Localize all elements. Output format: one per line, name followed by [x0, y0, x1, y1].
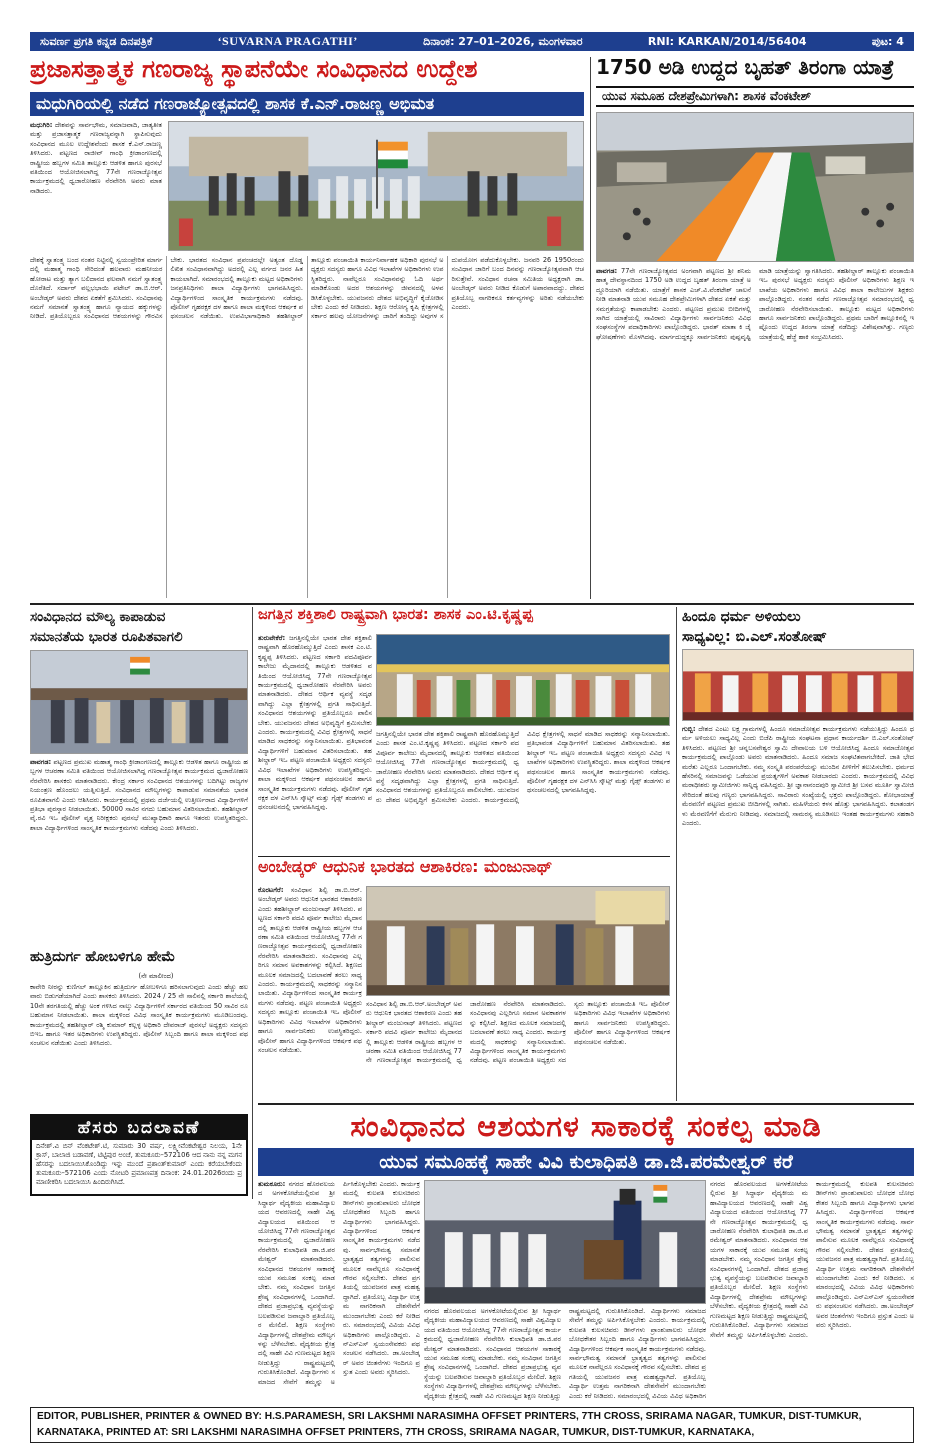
story7-body: ಕಾವೇರಿ ನೀರನ್ನು ಕುಣಿಗಲ್ ತಾಲ್ಲೂಕಿನ ಹುತ್ರಿದುರ್ಗ ಹೋಬಳಿಗೂ ಹರಿಸಲಾಗುವುದು ಎಂದು ಹೆಚ್ಚು ಹಲವಾರು ಬಿಡುಗಡೆಯಾಗಿದೆ ಎಂದು ಶಾಸಕರು ತಿಳಿಸಿದರು. 2024 / 25 ನೇ ಸಾಲಿನಲ್ಲಿ ಸರ್ಕಾರಿ ಶಾಲೆಯಲ್ಲಿ 10ನೇ ತರಗತಿಯಲ್ಲಿ ಹೆಚ್ಚು ಅಂಕ ಗಳಿಸಿದ ನಾಲ್ಕು ವಿದ್ಯಾರ್ಥಿಗಳಿಗೆ ಸರ್ಕಾರದ ವತಿಯಿಂದ 50 ಸಾವಿರ ರೂ ಬಹುಮಾನ ನೀಡಲಾಯಿತು. ಶಾಲಾ ಮಕ್ಕಳಿಂದ ವಿವಿಧ ಸಾಂಸ್ಕೃತಿಕ ಕಾರ್ಯಕ್ರಮಗಳು ಮೂಡಿಬಂದವು. ಕಾರ್ಯಕ್ರಮದಲ್ಲಿ ತಹಶೀಲ್ದಾರ್ ರಶ್ಮಿ ಕುಮಾರ್ ಕಲ್ಲಳ್ಳ ಅಧಿಕಾರಿ ದೇವರಾಜ್ ಪುರಸಭೆ ಅಧ್ಯಕ್ಷರು ಸದಸ್ಯರು ಬಿಇಒ ಹಾಗೂ ಇತರ ಅಧಿಕಾರಿಗಳು ಉಪಸ್ಥಿತರಿದ್ದರು. ಪೊಲೀಸ್ ಸಿಬ್ಬಂದಿ ಹಾಗೂ ಶಾಲಾ ಮಕ್ಕಳಿಂದ ಪಥಸಂಚಲನ ನಡೆಯಿತು ಎಂದು ತಿಳಿಸಿದರು.	[30, 983, 248, 1048]
story4-body-left	[258, 634, 372, 852]
story4-photo	[376, 634, 670, 726]
notice-title: ಹೆಸರು ಬದಲಾವಣೆ	[32, 1116, 246, 1140]
imprint-footer: EDITOR, PUBLISHER, PRINTER & OWNED BY: H.S.PARAMESH, SRI LAKSHMI NARASIMHA OFFSET PRINTERS, 7TH CROSS, SRIRAMA NAGAR, TUMKUR, DIST-TUMKUR, KARNATAKA, PRINTED AT: SRI LAKSHMI NARASIMHA OFFSET PRINTERS, 7TH CROSS, SRIRAMA NAGAR, TUMKUR, DIST-TUMKUR, KARNATAKA,	[30, 1407, 914, 1443]
story2-body	[596, 267, 914, 599]
story6-body-left	[258, 886, 362, 1100]
story1-lead-text: ದೇಶವನ್ನು ಸಾರ್ವಭೌಮ, ಸಮಾಜವಾದಿ, ಜಾತ್ಯತೀತ ಮತ್ತು ಪ್ರಜಾಸತ್ತಾತ್ಮಕ ಗಣರಾಜ್ಯವನ್ನಾಗಿ ಸ್ಥಾಪಿಸುವುದು ಸಂವಿಧಾನದ ಮೂಲ ಉದ್ದೇಶವೆಂದು ಶಾಸಕ ಕೆ.ಎನ್.ರಾಜಣ್ಣ ತಿಳಿಸಿದರು. ಪಟ್ಟಣದ ರಾಜೀವ್ ಗಾಂಧಿ ಕ್ರೀಡಾಂಗಣದಲ್ಲಿ ರಾಷ್ಟ್ರೀಯ ಹಬ್ಬಗಳ ಸಮಿತಿ ತಾಲ್ಲೂಕು ಆಡಳಿತ ಹಾಗೂ ಪುರಸಭೆ ವತಿಯಿಂದ ಆಯೋಜಿಸಲಾಗಿದ್ದ 77ನೇ ಗಣರಾಜ್ಯೋತ್ಸವ ಕಾರ್ಯಕ್ರಮದಲ್ಲಿ ಧ್ವಜಾರೋಹಣ ನೆರವೇರಿಸಿ ಅವರು ಮಾತನಾಡಿದರು.	[30, 121, 162, 195]
masthead-date: ದಿನಾಂಕ: 27–01–2026, ಮಂಗಳವಾರ	[423, 34, 583, 48]
story5-headline-line1: ಹಿಂದೂ ಧರ್ಮ ಅಳಿಯಲು	[682, 609, 801, 625]
story8-body-left	[258, 1180, 420, 1402]
masthead-english-name: ‘SUVARNA PRAGATHI’	[217, 34, 358, 48]
story4-body-right: ಜಗತ್ತಿನಲ್ಲಿಯೇ ಭಾರತ ದೇಶ ಶಕ್ತಿಶಾಲಿ ರಾಷ್ಟ್ರವಾಗಿ ಹೊರಹೊಮ್ಮುತ್ತಿದೆ ಎಂದು ಶಾಸಕ ಎಂ.ಟಿ.ಕೃಷ್ಣಪ್ಪ ತಿಳಿಸಿದರು. ಪಟ್ಟಣದ ಸರ್ಕಾರಿ ಪದವಿಪೂರ್ವ ಕಾಲೇಜು ಮೈದಾನದಲ್ಲಿ ತಾಲ್ಲೂಕು ಆಡಳಿತದ ವತಿಯಿಂದ ಆಯೋಜಿಸಿದ್ದ 77ನೇ ಗಣರಾಜ್ಯೋತ್ಸವ ಕಾರ್ಯಕ್ರಮದಲ್ಲಿ ಧ್ವಜಾರೋಹಣ ನೆರವೇರಿಸಿ ಅವರು ಮಾತನಾಡಿದರು. ದೇಶದ ಆರ್ಥಿಕ ವ್ಯವಸ್ಥೆ ಸದೃಢವಾಗಿದ್ದು ಎಲ್ಲಾ ಕ್ಷೇತ್ರಗಳಲ್ಲಿ ಪ್ರಗತಿ ಸಾಧಿಸುತ್ತಿದೆ. ಸಂವಿಧಾನದ ಆಶಯಗಳನ್ನು ಪ್ರತಿಯೊಬ್ಬರೂ ಪಾಲಿಸಬೇಕು. ಯುವಜನರು ದೇಶದ ಅಭಿವೃದ್ಧಿಗೆ ಶ್ರಮಿಸಬೇಕು ಎಂದರು. ಕಾರ್ಯಕ್ರಮದಲ್ಲಿ ವಿವಿಧ ಕ್ಷೇತ್ರಗಳಲ್ಲಿ ಸಾಧನೆ ಮಾಡಿದ ಸಾಧಕರನ್ನು ಸನ್ಮಾನಿಸಲಾಯಿತು. ಪ್ರತಿಭಾವಂತ ವಿದ್ಯಾರ್ಥಿಗಳಿಗೆ ಬಹುಮಾನ ವಿತರಿಸಲಾಯಿತು. ತಹಶೀಲ್ದಾರ್ ಇಒ ಪಟ್ಟಣ ಪಂಚಾಯಿತಿ ಅಧ್ಯಕ್ಷರು ಸದಸ್ಯರು ವಿವಿಧ ಇಲಾಖೆಗಳ ಅಧಿಕಾರಿಗಳು ಉಪಸ್ಥಿತರಿದ್ದರು. ಶಾಲಾ ಮಕ್ಕಳಿಂದ ಆಕರ್ಷಕ ಪಥಸಂಚಲನ ಹಾಗೂ ಸಾಂಸ್ಕೃತಿಕ ಕಾರ್ಯಕ್ರಮಗಳು ನಡೆದವು. ಪೊಲೀಸ್ ಗೃಹರಕ್ಷಕ ದಳ ಎನ್‌ಸಿಸಿ ಸ್ಕೌಟ್ಸ್ ಮತ್ತು ಗೈಡ್ಸ್ ತಂಡಗಳು ಪಥಸಂಚಲನದಲ್ಲಿ ಭಾಗವಹಿಸಿದ್ದವು.	[376, 730, 670, 804]
story8-dateline: ತುಮಕೂರು:	[258, 1180, 286, 1188]
story1-photo	[168, 121, 584, 251]
story8-subhead: ಯುವ ಸಮೂಹಕ್ಕೆ ಸಾಹೇ ವಿವಿ ಕುಲಾಧಿಪತಿ ಡಾ.ಜಿ.ಪರಮೇಶ್ವರ್ ಕರೆ	[258, 1148, 914, 1176]
masthead-rni: RNI: KARKAN/2014/56404	[647, 35, 807, 48]
story3-headline	[30, 607, 248, 647]
story5-headline	[682, 607, 914, 647]
section-divider	[258, 1103, 914, 1105]
story5-dateline: ಗುಬ್ಬಿ:	[682, 725, 696, 733]
story1-headline: ಪ್ರಜಾಸತ್ತಾತ್ಮಕ ಗಣರಾಜ್ಯ ಸ್ಥಾಪನೆಯೇ ಸಂವಿಧಾನದ ಉದ್ದೇಶ	[30, 57, 478, 83]
story2-body-text: 77ನೇ ಗಣರಾಜ್ಯೋತ್ಸವದ ಅಂಗವಾಗಿ ಪಟ್ಟಣದ ಶ್ರೀ ಶನಿಮಹಾತ್ಮ ದೇವಸ್ಥಾನದಿಂದ 1750 ಅಡಿ ಉದ್ದದ ಬೃಹತ್ ತಿರಂಗಾ ಯಾತ್ರೆ ಅದ್ದೂರಿಯಾಗಿ ನಡೆಯಿತು. ಯಾತ್ರೆಗೆ ಶಾಸಕ ಎಚ್.ವಿ.ವೆಂಕಟೇಶ್ ಚಾಲನೆ ನೀಡಿ ಮಾತನಾಡಿ ಯುವ ಸಮೂಹ ದೇಶಪ್ರೇಮಿಗಳಾಗಿ ದೇಶದ ಏಕತೆ ಮತ್ತು ಸಮಗ್ರತೆಯನ್ನು ಕಾಪಾಡಬೇಕು ಎಂದರು. ಪಟ್ಟಣದ ಪ್ರಮುಖ ಬೀದಿಗಳಲ್ಲಿ ಸಾಗಿದ ಯಾತ್ರೆಯಲ್ಲಿ ಸಾವಿರಾರು ವಿದ್ಯಾರ್ಥಿಗಳು ಸಾರ್ವಜನಿಕರು ವಿವಿಧ ಸಂಘಸಂಸ್ಥೆಗಳ ಪದಾಧಿಕಾರಿಗಳು ಪಾಲ್ಗೊಂಡಿದ್ದರು. ಭಾರತ್ ಮಾತಾ ಕಿ ಜೈ ಘೋಷಣೆಗಳು ಮೊಳಗಿದವು. ಮಾರ್ಗದುದ್ದಕ್ಕೂ ಸಾರ್ವಜನಿಕರು ಪುಷ್ಪವೃಷ್ಟಿ ಮಾಡಿ ಯಾತ್ರೆಯನ್ನು ಸ್ವಾಗತಿಸಿದರು. ತಹಶೀಲ್ದಾರ್ ತಾಲ್ಲೂಕು ಪಂಚಾಯಿತಿ ಇಒ ಪುರಸಭೆ ಅಧ್ಯಕ್ಷರು ಸದಸ್ಯರು ಪೊಲೀಸ್ ಅಧಿಕಾರಿಗಳು ಶಿಕ್ಷಣ ಇಲಾಖೆಯ ಅಧಿಕಾರಿಗಳು ಹಾಗೂ ವಿವಿಧ ಶಾಲಾ ಕಾಲೇಜುಗಳ ಶಿಕ್ಷಕರು ಪಾಲ್ಗೊಂಡಿದ್ದರು. ನಂತರ ನಡೆದ ಗಣರಾಜ್ಯೋತ್ಸವ ಸಮಾರಂಭದಲ್ಲಿ ಧ್ವಜಾರೋಹಣ ನೆರವೇರಿಸಲಾಯಿತು. ತಾಲ್ಲೂಕು ಮಟ್ಟದ ಅಧಿಕಾರಿಗಳು ಹಾಗೂ ಸಾರ್ವಜನಿಕರು ಪಾಲ್ಗೊಂಡಿದ್ದರು. ಪ್ರಥಮ ಬಾರಿಗೆ ತಾಲ್ಲೂಕಿನಲ್ಲಿ ಇಷ್ಟೊಂದು ಉದ್ದದ ತಿರಂಗಾ ಯಾತ್ರೆ ನಡೆದಿದ್ದು ವಿಶೇಷವಾಗಿತ್ತು. ಗಣ್ಯರು ಯಾತ್ರೆಯಲ್ಲಿ ಹೆಜ್ಜೆ ಹಾಕಿ ಸಂಭ್ರಮಿಸಿದರು.	[596, 267, 914, 341]
story6-dateline: ಕೊರಟಗೆರೆ:	[258, 886, 284, 894]
story6-body-text: ಸಂವಿಧಾನ ಶಿಲ್ಪಿ ಡಾ.ಬಿ.ಆರ್.ಅಂಬೇಡ್ಕರ್ ಅವರು ಆಧುನಿಕ ಭಾರತದ ಆಶಾಕಿರಣ ಎಂದು ತಹಶೀಲ್ದಾರ್ ಮಂಜುನಾಥ್ ತಿಳಿಸಿದರು. ಪಟ್ಟಣದ ಸರ್ಕಾರಿ ಪದವಿ ಪೂರ್ವ ಕಾಲೇಜು ಮೈದಾನದಲ್ಲಿ ತಾಲ್ಲೂಕು ಆಡಳಿತ ರಾಷ್ಟ್ರೀಯ ಹಬ್ಬಗಳ ಆಚರಣಾ ಸಮಿತಿ ವತಿಯಿಂದ ಆಯೋಜಿಸಿದ್ದ 77ನೇ ಗಣರಾಜ್ಯೋತ್ಸವ ಕಾರ್ಯಕ್ರಮದಲ್ಲಿ ಧ್ವಜಾರೋಹಣ ನೆರವೇರಿಸಿ ಮಾತನಾಡಿದರು. ಸಂವಿಧಾನವು ಎಲ್ಲರಿಗೂ ಸಮಾನ ಅವಕಾಶಗಳನ್ನು ಕಲ್ಪಿಸಿದೆ. ಶಿಕ್ಷಣದ ಮೂಲಕ ಸಮಾಜದಲ್ಲಿ ಬದಲಾವಣೆ ತರಲು ಸಾಧ್ಯ ಎಂದರು. ಕಾರ್ಯಕ್ರಮದಲ್ಲಿ ಸಾಧಕರನ್ನು ಸನ್ಮಾನಿಸಲಾಯಿತು. ವಿದ್ಯಾರ್ಥಿಗಳಿಂದ ಸಾಂಸ್ಕೃತಿಕ ಕಾರ್ಯಕ್ರಮಗಳು ನಡೆದವು. ಪಟ್ಟಣ ಪಂಚಾಯಿತಿ ಅಧ್ಯಕ್ಷರು ಸದಸ್ಯರು ತಾಲ್ಲೂಕು ಪಂಚಾಯಿತಿ ಇಒ ಪೊಲೀಸ್ ಅಧಿಕಾರಿಗಳು ವಿವಿಧ ಇಲಾಖೆಗಳ ಅಧಿಕಾರಿಗಳು ಹಾಗೂ ಸಾರ್ವಜನಿಕರು ಉಪಸ್ಥಿತರಿದ್ದರು. ಪೊಲೀಸ್ ಹಾಗೂ ವಿದ್ಯಾರ್ಥಿಗಳಿಂದ ಆಕರ್ಷಕ ಪಥಸಂಚಲನ ನಡೆಯಿತು.	[258, 886, 362, 1054]
story4-dateline: ತುರುವೇಕೆರೆ:	[258, 634, 286, 642]
story8-body-middle: ನಗರದ ಹೊರವಲಯದ ಅಗಳಕೋಟೆಯಲ್ಲಿರುವ ಶ್ರೀ ಸಿದ್ಧಾರ್ಥ ವೈದ್ಯಕೀಯ ಮಹಾವಿದ್ಯಾಲಯದ ಆವರಣದಲ್ಲಿ ಸಾಹೇ ವಿಶ್ವವಿದ್ಯಾಲಯದ ವತಿಯಿಂದ ಆಯೋಜಿಸಿದ್ದ 77ನೇ ಗಣರಾಜ್ಯೋತ್ಸವ ಕಾರ್ಯಕ್ರಮದಲ್ಲಿ ಧ್ವಜಾರೋಹಣ ನೆರವೇರಿಸಿ ಕುಲಾಧಿಪತಿ ಡಾ.ಜಿ.ಪರಮೇಶ್ವರ್ ಮಾತನಾಡಿದರು. ಸಂವಿಧಾನದ ಆಶಯಗಳ ಸಾಕಾರಕ್ಕೆ ಯುವ ಸಮೂಹ ಸಂಕಲ್ಪ ಮಾಡಬೇಕು. ನಮ್ಮ ಸಂವಿಧಾನ ಜಗತ್ತಿನ ಶ್ರೇಷ್ಠ ಸಂವಿಧಾನಗಳಲ್ಲಿ ಒಂದಾಗಿದೆ. ದೇಶದ ಪ್ರಜಾಪ್ರಭುತ್ವ ವ್ಯವಸ್ಥೆಯನ್ನು ಬಲಪಡಿಸುವ ಜವಾಬ್ದಾರಿ ಪ್ರತಿಯೊಬ್ಬರ ಮೇಲಿದೆ. ಶಿಕ್ಷಣ ಸಂಸ್ಥೆಗಳು ವಿದ್ಯಾರ್ಥಿಗಳಲ್ಲಿ ದೇಶಪ್ರೇಮ ಮೌಲ್ಯಗಳನ್ನು ಬೆಳೆಸಬೇಕು. ವೈದ್ಯಕೀಯ ಕ್ಷೇತ್ರದಲ್ಲಿ ಸಾಹೇ ವಿವಿ ಗುಣಮಟ್ಟದ ಶಿಕ್ಷಣ ನೀಡುತ್ತಿದ್ದು ರಾಷ್ಟ್ರಮಟ್ಟದಲ್ಲಿ ಗುರುತಿಸಿಕೊಂಡಿದೆ. ವಿದ್ಯಾರ್ಥಿಗಳು ಸಮಾಜದ ಸೇವೆಗೆ ತಮ್ಮನ್ನು ಅರ್ಪಿಸಿಕೊಳ್ಳಬೇಕು ಎಂದರು. ಕಾರ್ಯಕ್ರಮದಲ್ಲಿ ಕುಲಪತಿ ಕುಲಸಚಿವರು ಡೀನ್‌ಗಳು ಪ್ರಾಂಶುಪಾಲರು ಬೋಧಕ ಬೋಧಕೇತರ ಸಿಬ್ಬಂದಿ ಹಾಗೂ ವಿದ್ಯಾರ್ಥಿಗಳು ಭಾಗವಹಿಸಿದ್ದರು. ವಿದ್ಯಾರ್ಥಿಗಳಿಂದ ಆಕರ್ಷಕ ಸಾಂಸ್ಕೃತಿಕ ಕಾರ್ಯಕ್ರಮಗಳು ನಡೆದವು. ಸಾರ್ವಭೌಮತ್ವ ಸಮಾನತೆ ಭ್ರಾತೃತ್ವದ ತತ್ವಗಳನ್ನು ಪಾಲಿಸುವ ಮೂಲಕ ನಾವೆಲ್ಲರೂ ಸಂವಿಧಾನಕ್ಕೆ ಗೌರವ ಸಲ್ಲಿಸಬೇಕು. ದೇಶದ ಪ್ರಗತಿಯಲ್ಲಿ ಯುವಜನರ ಪಾತ್ರ ಮಹತ್ವದ್ದಾಗಿದೆ. ಪ್ರತಿಯೊಬ್ಬ ವಿದ್ಯಾರ್ಥಿ ಉತ್ತಮ ನಾಗರಿಕನಾಗಿ ದೇಶಸೇವೆಗೆ ಮುಂದಾಗಬೇಕು ಎಂದು ಕರೆ ನೀಡಿದರು. ಸಮಾರಂಭದಲ್ಲಿ ವಿವಿಯ ವಿವಿಧ ಅಧಿಕಾರಿಗ	[424, 1307, 706, 1400]
story8-photo	[424, 1180, 706, 1304]
story5-headline-line2: ಸಾಧ್ಯವಿಲ್ಲ: ಬಿ.ಎಲ್.ಸಂತೋಷ್	[682, 629, 827, 645]
story1-dateline: ಮಧುಗಿರಿ:	[30, 121, 53, 129]
story1-subhead: ಮಧುಗಿರಿಯಲ್ಲಿ ನಡೆದ ಗಣರಾಜ್ಯೋತ್ಸವದಲ್ಲಿ ಶಾಸಕ ಕೆ.ಎನ್.ರಾಜಣ್ಣ ಅಭಿಮತ	[30, 92, 584, 116]
column-divider	[252, 607, 253, 1199]
section-divider	[30, 603, 914, 605]
masthead-bar	[30, 32, 914, 51]
column-divider	[590, 57, 591, 599]
story1-body: ದೇಶಕ್ಕೆ ಸ್ವಾತಂತ್ರ್ಯ ಬಂದ ನಂತರ ನಿಟ್ಟಿನಲ್ಲಿ ಸ್ವಯಂಪ್ರೇರಿತ ಮಾರ್ಗದಲ್ಲಿ ಮಹಾತ್ಮ ಗಾಂಧಿ ಸೇರಿದಂತೆ ಹಲವಾರು ಮಹನೀಯರ ಹೋರಾಟ ಮತ್ತು ತ್ಯಾಗ ಬಲಿದಾನದ ಫಲವಾಗಿ ನಮಗೆ ಸ್ವಾತಂತ್ರ್ಯ ದೊರೆತಿದೆ. ಸರ್ದಾರ್ ವಲ್ಲಭಭಾಯಿ ಪಟೇಲ್ ಡಾ.ಬಿ.ಆರ್.ಅಂಬೇಡ್ಕರ್ ಅವರು ದೇಶದ ಏಕತೆಗೆ ಶ್ರಮಿಸಿದರು. ಸಂವಿಧಾನವು ನಮಗೆ ಸಮಾನತೆ ಸ್ವಾತಂತ್ರ್ಯ ಹಾಗೂ ನ್ಯಾಯದ ಹಕ್ಕುಗಳನ್ನು ನೀಡಿದೆ. ಪ್ರತಿಯೊಬ್ಬರೂ ಸಂವಿಧಾನದ ಆಶಯಗಳನ್ನು ಗೌರವಿಸಬೇಕು. ಭಾರತದ ಸಂವಿಧಾನ ಪ್ರಪಂಚದಲ್ಲೇ ಅತ್ಯಂತ ದೊಡ್ಡ ಲಿಖಿತ ಸಂವಿಧಾನವಾಗಿದ್ದು ಅದರಲ್ಲಿ ಎಲ್ಲ ವರ್ಗದ ಜನರ ಹಿತ ಕಾಯಲಾಗಿದೆ. ಸಮಾರಂಭದಲ್ಲಿ ತಾಲ್ಲೂಕು ಮಟ್ಟದ ಅಧಿಕಾರಿಗಳು ಜನಪ್ರತಿನಿಧಿಗಳು ಶಾಲಾ ವಿದ್ಯಾರ್ಥಿಗಳು ಭಾಗವಹಿಸಿದ್ದರು. ವಿದ್ಯಾರ್ಥಿಗಳಿಂದ ಸಾಂಸ್ಕೃತಿಕ ಕಾರ್ಯಕ್ರಮಗಳು ನಡೆದವು. ಪೊಲೀಸ್ ಗೃಹರಕ್ಷಕ ದಳ ಹಾಗೂ ಶಾಲಾ ಮಕ್ಕಳಿಂದ ಆಕರ್ಷಕ ಪಥಸಂಚಲನ ನಡೆಯಿತು. ಉಪವಿಭಾಗಾಧಿಕಾರಿ ತಹಶೀಲ್ದಾರ್ ತಾಲ್ಲೂಕು ಪಂಚಾಯಿತಿ ಕಾರ್ಯನಿರ್ವಾಹಕ ಅಧಿಕಾರಿ ಪುರಸಭೆ ಅಧ್ಯಕ್ಷರು ಸದಸ್ಯರು ಹಾಗೂ ವಿವಿಧ ಇಲಾಖೆಗಳ ಅಧಿಕಾರಿಗಳು ಉಪಸ್ಥಿತರಿದ್ದರು. ನಾವೆಲ್ಲರೂ ಸಂವಿಧಾನವನ್ನು ಓದಿ ಅರ್ಥ ಮಾಡಿಕೊಂಡು ಅದರ ಆಶಯಗಳನ್ನು ಜೀವನದಲ್ಲಿ ಅಳವಡಿಸಿಕೊಳ್ಳಬೇಕು. ಯುವಜನರು ದೇಶದ ಅಭಿವೃದ್ಧಿಗೆ ಕೈಜೋಡಿಸಬೇಕು ಎಂದು ಕರೆ ನೀಡಿದರು. ಶಿಕ್ಷಣ ಆರೋಗ್ಯ ಕೃಷಿ ಕ್ಷೇತ್ರಗಳಲ್ಲಿ ಸರ್ಕಾರ ಹಲವು ಯೋಜನೆಗಳನ್ನು ಜಾರಿಗೆ ತಂದಿದ್ದು ಅವುಗಳ ಸದುಪಯೋಗ ಪಡೆದುಕೊಳ್ಳಬೇಕು. ಜನವರಿ 26 1950ರಂದು ಸಂವಿಧಾನ ಜಾರಿಗೆ ಬಂದ ದಿನವನ್ನು ಗಣರಾಜ್ಯೋತ್ಸವವಾಗಿ ಆಚರಿಸುತ್ತೇವೆ. ಸಂವಿಧಾನ ರಚನಾ ಸಮಿತಿಯ ಅಧ್ಯಕ್ಷರಾಗಿ ಡಾ.ಅಂಬೇಡ್ಕರ್ ಅವರು ನೀಡಿದ ಕೊಡುಗೆ ಅಪಾರವಾದದ್ದು. ದೇಶದ ಪ್ರತಿಯೊಬ್ಬ ನಾಗರಿಕನೂ ಕರ್ತವ್ಯಗಳನ್ನು ಅರಿತು ನಡೆಯಬೇಕು ಎಂದರು.	[30, 256, 584, 321]
story3-photo	[30, 650, 248, 754]
story3-headline-line2: ಸಮಾನತೆಯ ಭಾರತ ರೂಪಿತವಾಗಲಿ	[30, 629, 183, 645]
story5-body-text: ದೇಶದ ಎಂಟು ಲಕ್ಷ ಗ್ರಾಮಗಳಲ್ಲಿ ಹಿಂದೂ ಸಮಾಜೋತ್ಸವ ಕಾರ್ಯಕ್ರಮಗಳು ನಡೆಯುತ್ತಿದ್ದು ಹಿಂದೂ ಧರ್ಮ ಅಳಿಯಲು ಸಾಧ್ಯವಿಲ್ಲ ಎಂದು ಬಿಜೆಪಿ ರಾಷ್ಟ್ರೀಯ ಸಂಘಟನಾ ಪ್ರಧಾನ ಕಾರ್ಯದರ್ಶಿ ಬಿ.ಎಲ್.ಸಂತೋಷ್ ತಿಳಿಸಿದರು. ಪಟ್ಟಣದ ಶ್ರೀ ಚನ್ನಬಸವೇಶ್ವರ ಸ್ವಾಮಿ ದೇವಾಲಯ ಬಳಿ ಆಯೋಜಿಸಿದ್ದ ಹಿಂದೂ ಸಮಾಜೋತ್ಸವ ಕಾರ್ಯಕ್ರಮದಲ್ಲಿ ಪಾಲ್ಗೊಂಡು ಅವರು ಮಾತನಾಡಿದರು. ಹಿಂದೂ ಸಮಾಜ ಸಂಘಟಿತವಾಗಬೇಕಿದೆ. ಜಾತಿ ಭೇದ ಮರೆತು ಎಲ್ಲರೂ ಒಂದಾಗಬೇಕು. ನಮ್ಮ ಸಂಸ್ಕೃತಿ ಪರಂಪರೆಯನ್ನು ಮುಂದಿನ ಪೀಳಿಗೆಗೆ ತಲುಪಿಸಬೇಕು. ಧರ್ಮದ ಹೆಸರಿನಲ್ಲಿ ಸಮಾಜವನ್ನು ಒಡೆಯುವ ಪ್ರಯತ್ನಗಳಿಗೆ ಅವಕಾಶ ನೀಡಬಾರದು ಎಂದರು. ಕಾರ್ಯಕ್ರಮದಲ್ಲಿ ವಿವಿಧ ಮಠಾಧೀಶರು ಸ್ವಾಮೀಜಿಗಳು ಸಾನ್ನಿಧ್ಯ ವಹಿಸಿದ್ದರು. ಶ್ರೀ ಜ್ಞಾನಾನಂದಪುರಿ ಸ್ವಾಮೀಜಿ ಶ್ರೀ ಬಸವ ಮೂರ್ತಿ ಸ್ವಾಮೀಜಿ ಸೇರಿದಂತೆ ಹಲವು ಗಣ್ಯರು ಭಾಗವಹಿಸಿದ್ದರು. ಸಾವಿರಾರು ಸಂಖ್ಯೆಯಲ್ಲಿ ಭಕ್ತರು ಪಾಲ್ಗೊಂಡಿದ್ದರು. ಶೋಭಾಯಾತ್ರೆ ಮೆರವಣಿಗೆ ಪಟ್ಟಣದ ಪ್ರಮುಖ ಬೀದಿಗಳಲ್ಲಿ ಸಾಗಿತು. ಮಹಿಳೆಯರು ಕಳಸ ಹೊತ್ತು ಭಾಗವಹಿಸಿದ್ದರು. ಕಲಾತಂಡಗಳು ಮೆರವಣಿಗೆಗೆ ಮೆರುಗು ನೀಡಿದವು. ಸಮಾಜದಲ್ಲಿ ಸಾಮರಸ್ಯ ಮೂಡಿಸಲು ಇಂತಹ ಕಾರ್ಯಕ್ರಮಗಳು ಸಹಕಾರಿ ಎಂದರು.	[682, 725, 914, 828]
story1-lead	[30, 121, 162, 251]
story4-body-text: ಜಗತ್ತಿನಲ್ಲಿಯೇ ಭಾರತ ದೇಶ ಶಕ್ತಿಶಾಲಿ ರಾಷ್ಟ್ರವಾಗಿ ಹೊರಹೊಮ್ಮುತ್ತಿದೆ ಎಂದು ಶಾಸಕ ಎಂ.ಟಿ.ಕೃಷ್ಣಪ್ಪ ತಿಳಿಸಿದರು. ಪಟ್ಟಣದ ಸರ್ಕಾರಿ ಪದವಿಪೂರ್ವ ಕಾಲೇಜು ಮೈದಾನದಲ್ಲಿ ತಾಲ್ಲೂಕು ಆಡಳಿತದ ವತಿಯಿಂದ ಆಯೋಜಿಸಿದ್ದ 77ನೇ ಗಣರಾಜ್ಯೋತ್ಸವ ಕಾರ್ಯಕ್ರಮದಲ್ಲಿ ಧ್ವಜಾರೋಹಣ ನೆರವೇರಿಸಿ ಅವರು ಮಾತನಾಡಿದರು. ದೇಶದ ಆರ್ಥಿಕ ವ್ಯವಸ್ಥೆ ಸದೃಢವಾಗಿದ್ದು ಎಲ್ಲಾ ಕ್ಷೇತ್ರಗಳಲ್ಲಿ ಪ್ರಗತಿ ಸಾಧಿಸುತ್ತಿದೆ. ಸಂವಿಧಾನದ ಆಶಯಗಳನ್ನು ಪ್ರತಿಯೊಬ್ಬರೂ ಪಾಲಿಸಬೇಕು. ಯುವಜನರು ದೇಶದ ಅಭಿವೃದ್ಧಿಗೆ ಶ್ರಮಿಸಬೇಕು ಎಂದರು. ಕಾರ್ಯಕ್ರಮದಲ್ಲಿ ವಿವಿಧ ಕ್ಷೇತ್ರಗಳಲ್ಲಿ ಸಾಧನೆ ಮಾಡಿದ ಸಾಧಕರನ್ನು ಸನ್ಮಾನಿಸಲಾಯಿತು. ಪ್ರತಿಭಾವಂತ ವಿದ್ಯಾರ್ಥಿಗಳಿಗೆ ಬಹುಮಾನ ವಿತರಿಸಲಾಯಿತು. ತಹಶೀಲ್ದಾರ್ ಇಒ ಪಟ್ಟಣ ಪಂಚಾಯಿತಿ ಅಧ್ಯಕ್ಷರು ಸದಸ್ಯರು ವಿವಿಧ ಇಲಾಖೆಗಳ ಅಧಿಕಾರಿಗಳು ಉಪಸ್ಥಿತರಿದ್ದರು. ಶಾಲಾ ಮಕ್ಕಳಿಂದ ಆಕರ್ಷಕ ಪಥಸಂಚಲನ ಹಾಗೂ ಸಾಂಸ್ಕೃತಿಕ ಕಾರ್ಯಕ್ರಮಗಳು ನಡೆದವು. ಪೊಲೀಸ್ ಗೃಹರಕ್ಷಕ ದಳ ಎನ್‌ಸಿಸಿ ಸ್ಕೌಟ್ಸ್ ಮತ್ತು ಗೈಡ್ಸ್ ತಂಡಗಳು ಪಥಸಂಚಲನದಲ್ಲಿ ಭಾಗವಹಿಸಿದ್ದವು.	[258, 634, 372, 812]
story6-body-right: ಸಂವಿಧಾನ ಶಿಲ್ಪಿ ಡಾ.ಬಿ.ಆರ್.ಅಂಬೇಡ್ಕರ್ ಅವರು ಆಧುನಿಕ ಭಾರತದ ಆಶಾಕಿರಣ ಎಂದು ತಹಶೀಲ್ದಾರ್ ಮಂಜುನಾಥ್ ತಿಳಿಸಿದರು. ಪಟ್ಟಣದ ಸರ್ಕಾರಿ ಪದವಿ ಪೂರ್ವ ಕಾಲೇಜು ಮೈದಾನದಲ್ಲಿ ತಾಲ್ಲೂಕು ಆಡಳಿತ ರಾಷ್ಟ್ರೀಯ ಹಬ್ಬಗಳ ಆಚರಣಾ ಸಮಿತಿ ವತಿಯಿಂದ ಆಯೋಜಿಸಿದ್ದ 77ನೇ ಗಣರಾಜ್ಯೋತ್ಸವ ಕಾರ್ಯಕ್ರಮದಲ್ಲಿ ಧ್ವಜಾರೋಹಣ ನೆರವೇರಿಸಿ ಮಾತನಾಡಿದರು. ಸಂವಿಧಾನವು ಎಲ್ಲರಿಗೂ ಸಮಾನ ಅವಕಾಶಗಳನ್ನು ಕಲ್ಪಿಸಿದೆ. ಶಿಕ್ಷಣದ ಮೂಲಕ ಸಮಾಜದಲ್ಲಿ ಬದಲಾವಣೆ ತರಲು ಸಾಧ್ಯ ಎಂದರು. ಕಾರ್ಯಕ್ರಮದಲ್ಲಿ ಸಾಧಕರನ್ನು ಸನ್ಮಾನಿಸಲಾಯಿತು. ವಿದ್ಯಾರ್ಥಿಗಳಿಂದ ಸಾಂಸ್ಕೃತಿಕ ಕಾರ್ಯಕ್ರಮಗಳು ನಡೆದವು. ಪಟ್ಟಣ ಪಂಚಾಯಿತಿ ಅಧ್ಯಕ್ಷರು ಸದಸ್ಯರು ತಾಲ್ಲೂಕು ಪಂಚಾಯಿತಿ ಇಒ ಪೊಲೀಸ್ ಅಧಿಕಾರಿಗಳು ವಿವಿಧ ಇಲಾಖೆಗಳ ಅಧಿಕಾರಿಗಳು ಹಾಗೂ ಸಾರ್ವಜನಿಕರು ಉಪಸ್ಥಿತರಿದ್ದರು. ಪೊಲೀಸ್ ಹಾಗೂ ವಿದ್ಯಾರ್ಥಿಗಳಿಂದ ಆಕರ್ಷಕ ಪಥಸಂಚಲನ ನಡೆಯಿತು.	[366, 1000, 670, 1065]
column-divider	[676, 607, 677, 1101]
story7-headline: ಹುತ್ರಿದುರ್ಗ ಹೋಬಳಿಗೂ ಹೇಮೆ	[30, 950, 176, 965]
notice-body: ದಿನೇಶ್.ವಿ ಬಿನ್ ವೆಂಕಟೇಶ್.ಟಿ, ಸುಮಾರು 30 ವರ್ಷ, ಲಕ್ಷ್ಮೀವೆಂಕಟೇಶ್ವರ ನಿಲಯ, 1ನೇ ಕ್ರಾಸ್, ಬಾಲಾಜಿ ಬಡಾವಣೆ, ಟಿಟ್ಟಿಪುರ ಅಂಚೆ, ತುಮಕೂರು–572106 ಆದ ನಾನು ನನ್ನ ಮಗನ ಹೆಸರನ್ನು ಬದಲಾಯಿಸಿಕೊಂಡಿದ್ದು ಇನ್ನು ಮುಂದೆ ಪ್ರಶಾಂತ್‌ಕುಮಾರ್ ಎಂದು ಕರೆಯಬೇಕೆಂದು ತುಮಕೂರು–572106 ಎಂದು ನೋಟರಿ ಪ್ರಮಾಣಪತ್ರ ದಿನಾಂಕ: 24.01.2026ರಂದು ಪ್ರಮಾಣೀಕರಿಸಿ ಬದಲಾಯಿಸಿ ಹಿಂದಿರುಗಿಸಿದೆ.	[36, 1142, 242, 1186]
section-divider	[258, 856, 670, 857]
name-change-notice	[30, 1114, 248, 1196]
story6-headline: ಅಂಬೇಡ್ಕರ್ ಆಧುನಿಕ ಭಾರತದ ಆಶಾಕಿರಣ: ಮಂಜುನಾಥ್	[258, 859, 553, 876]
story3-body	[30, 758, 248, 950]
masthead-paper-name: ಸುವರ್ಣ ಪ್ರಗತಿ ಕನ್ನಡ ದಿನಪತ್ರಿಕೆ	[40, 34, 153, 48]
story5-photo	[682, 649, 914, 721]
story2-dateline: ಪಾವಗಡ:	[596, 267, 618, 275]
story5-body	[682, 725, 914, 1099]
story8-body-right: ನಗರದ ಹೊರವಲಯದ ಅಗಳಕೋಟೆಯಲ್ಲಿರುವ ಶ್ರೀ ಸಿದ್ಧಾರ್ಥ ವೈದ್ಯಕೀಯ ಮಹಾವಿದ್ಯಾಲಯದ ಆವರಣದಲ್ಲಿ ಸಾಹೇ ವಿಶ್ವವಿದ್ಯಾಲಯದ ವತಿಯಿಂದ ಆಯೋಜಿಸಿದ್ದ 77ನೇ ಗಣರಾಜ್ಯೋತ್ಸವ ಕಾರ್ಯಕ್ರಮದಲ್ಲಿ ಧ್ವಜಾರೋಹಣ ನೆರವೇರಿಸಿ ಕುಲಾಧಿಪತಿ ಡಾ.ಜಿ.ಪರಮೇಶ್ವರ್ ಮಾತನಾಡಿದರು. ಸಂವಿಧಾನದ ಆಶಯಗಳ ಸಾಕಾರಕ್ಕೆ ಯುವ ಸಮೂಹ ಸಂಕಲ್ಪ ಮಾಡಬೇಕು. ನಮ್ಮ ಸಂವಿಧಾನ ಜಗತ್ತಿನ ಶ್ರೇಷ್ಠ ಸಂವಿಧಾನಗಳಲ್ಲಿ ಒಂದಾಗಿದೆ. ದೇಶದ ಪ್ರಜಾಪ್ರಭುತ್ವ ವ್ಯವಸ್ಥೆಯನ್ನು ಬಲಪಡಿಸುವ ಜವಾಬ್ದಾರಿ ಪ್ರತಿಯೊಬ್ಬರ ಮೇಲಿದೆ. ಶಿಕ್ಷಣ ಸಂಸ್ಥೆಗಳು ವಿದ್ಯಾರ್ಥಿಗಳಲ್ಲಿ ದೇಶಪ್ರೇಮ ಮೌಲ್ಯಗಳನ್ನು ಬೆಳೆಸಬೇಕು. ವೈದ್ಯಕೀಯ ಕ್ಷೇತ್ರದಲ್ಲಿ ಸಾಹೇ ವಿವಿ ಗುಣಮಟ್ಟದ ಶಿಕ್ಷಣ ನೀಡುತ್ತಿದ್ದು ರಾಷ್ಟ್ರಮಟ್ಟದಲ್ಲಿ ಗುರುತಿಸಿಕೊಂಡಿದೆ. ವಿದ್ಯಾರ್ಥಿಗಳು ಸಮಾಜದ ಸೇವೆಗೆ ತಮ್ಮನ್ನು ಅರ್ಪಿಸಿಕೊಳ್ಳಬೇಕು ಎಂದರು. ಕಾರ್ಯಕ್ರಮದಲ್ಲಿ ಕುಲಪತಿ ಕುಲಸಚಿವರು ಡೀನ್‌ಗಳು ಪ್ರಾಂಶುಪಾಲರು ಬೋಧಕ ಬೋಧಕೇತರ ಸಿಬ್ಬಂದಿ ಹಾಗೂ ವಿದ್ಯಾರ್ಥಿಗಳು ಭಾಗವಹಿಸಿದ್ದರು. ವಿದ್ಯಾರ್ಥಿಗಳಿಂದ ಆಕರ್ಷಕ ಸಾಂಸ್ಕೃತಿಕ ಕಾರ್ಯಕ್ರಮಗಳು ನಡೆದವು. ಸಾರ್ವಭೌಮತ್ವ ಸಮಾನತೆ ಭ್ರಾತೃತ್ವದ ತತ್ವಗಳನ್ನು ಪಾಲಿಸುವ ಮೂಲಕ ನಾವೆಲ್ಲರೂ ಸಂವಿಧಾನಕ್ಕೆ ಗೌರವ ಸಲ್ಲಿಸಬೇಕು. ದೇಶದ ಪ್ರಗತಿಯಲ್ಲಿ ಯುವಜನರ ಪಾತ್ರ ಮಹತ್ವದ್ದಾಗಿದೆ. ಪ್ರತಿಯೊಬ್ಬ ವಿದ್ಯಾರ್ಥಿ ಉತ್ತಮ ನಾಗರಿಕನಾಗಿ ದೇಶಸೇವೆಗೆ ಮುಂದಾಗಬೇಕು ಎಂದು ಕರೆ ನೀಡಿದರು. ಸಮಾರಂಭದಲ್ಲಿ ವಿವಿಯ ವಿವಿಧ ಅಧಿಕಾರಿಗಳು ಪಾಲ್ಗೊಂಡಿದ್ದರು. ಎನ್‌ಎಸ್‌ಎಸ್ ಸ್ವಯಂಸೇವಕರು ಪಥಸಂಚಲನ ನಡೆಸಿದರು. ಡಾ.ಅಂಬೇಡ್ಕರ್ ಅವರ ಚಿಂತನೆಗಳು ಇಂದಿಗೂ ಪ್ರಸ್ತುತ ಎಂದು ಅವರು ಸ್ಮರಿಸಿದರು.	[710, 1180, 914, 1339]
story7-byline: (ನೇ ಮಾಲೀಂದ)	[138, 972, 174, 980]
story2-subhead: ಯುವ ಸಮೂಹ ದೇಶಪ್ರೇಮಿಗಳಾಗಿ: ಶಾಸಕ ವೆಂಕಟೇಶ್	[596, 86, 914, 107]
story3-body-text: ಪಟ್ಟಣದ ಪ್ರಮುಖ ಮಹಾತ್ಮ ಗಾಂಧಿ ಕ್ರೀಡಾಂಗಣದಲ್ಲಿ ತಾಲ್ಲೂಕು ಆಡಳಿತ ಹಾಗೂ ರಾಷ್ಟ್ರೀಯ ಹಬ್ಬಗಳ ಆಚರಣಾ ಸಮಿತಿ ವತಿಯಿಂದ ಆಯೋಜಿಸಲಾಗಿದ್ದ ಗಣರಾಜ್ಯೋತ್ಸವ ಕಾರ್ಯಕ್ರಮದ ಧ್ವಜಾರೋಹಣ ನೆರವೇರಿಸಿ ಶಾಸಕರು ಮಾತನಾಡಿದರು. ಕೇಂದ್ರ ಸರ್ಕಾರ ಸಂವಿಧಾನದ ಆಶಯಗಳನ್ನು ಬದಿಗಿಟ್ಟು ರಾಜ್ಯಗಳ ನಿಯಂತ್ರಣ ಹೊಂದಲು ಯತ್ನಿಸುತ್ತಿದೆ. ಸಂವಿಧಾನದ ಮೌಲ್ಯಗಳನ್ನು ಕಾಪಾಡುವ ಸಮಾನತೆಯ ಭಾರತ ರೂಪಿತವಾಗಲಿ ಎಂದು ಆಶಿಸಿದರು. ಕಾರ್ಯಕ್ರಮದಲ್ಲಿ ಪ್ರಥಮ ದರ್ಜೆಯಲ್ಲಿ ಉತ್ತೀರ್ಣರಾದ ವಿದ್ಯಾರ್ಥಿಗಳಿಗೆ ಪ್ರತಿಭಾ ಪುರಸ್ಕಾರ ನೀಡಲಾಯಿತು. 50000 ಸಾವಿರ ನಗದು ಬಹುಮಾನ ವಿತರಿಸಲಾಯಿತು. ತಹಶೀಲ್ದಾರ್ ವೈ.ರವಿ ಇಒ ಪೊಲೀಸ್ ವೃತ್ತ ನಿರೀಕ್ಷಕರು ಪುರಸಭೆ ಮುಖ್ಯಾಧಿಕಾರಿ ಹಾಗೂ ಇತರರು ಉಪಸ್ಥಿತರಿದ್ದರು. ಶಾಲಾ ವಿದ್ಯಾರ್ಥಿಗಳಿಂದ ಸಾಂಸ್ಕೃತಿಕ ಕಾರ್ಯಕ್ರಮಗಳು ನಡೆದವು ಎಂದು ತಿಳಿಸಿದರು.	[30, 758, 248, 832]
story4-headline: ಜಗತ್ತಿನ ಶಕ್ತಿಶಾಲಿ ರಾಷ್ಟ್ರವಾಗಿ ಭಾರತ: ಶಾಸಕ ಎಂ.ಟಿ.ಕೃಷ್ಣಪ್ಪ	[258, 608, 533, 623]
story8-headline: ಸಂವಿಧಾನದ ಆಶಯಗಳ ಸಾಕಾರಕ್ಕೆ ಸಂಕಲ್ಪ ಮಾಡಿ	[350, 1108, 822, 1143]
story3-dateline: ಪಾವಗಡ:	[30, 758, 52, 766]
story8-body-text: ನಗರದ ಹೊರವಲಯದ ಅಗಳಕೋಟೆಯಲ್ಲಿರುವ ಶ್ರೀ ಸಿದ್ಧಾರ್ಥ ವೈದ್ಯಕೀಯ ಮಹಾವಿದ್ಯಾಲಯದ ಆವರಣದಲ್ಲಿ ಸಾಹೇ ವಿಶ್ವವಿದ್ಯಾಲಯದ ವತಿಯಿಂದ ಆಯೋಜಿಸಿದ್ದ 77ನೇ ಗಣರಾಜ್ಯೋತ್ಸವ ಕಾರ್ಯಕ್ರಮದಲ್ಲಿ ಧ್ವಜಾರೋಹಣ ನೆರವೇರಿಸಿ ಕುಲಾಧಿಪತಿ ಡಾ.ಜಿ.ಪರಮೇಶ್ವರ್ ಮಾತನಾಡಿದರು. ಸಂವಿಧಾನದ ಆಶಯಗಳ ಸಾಕಾರಕ್ಕೆ ಯುವ ಸಮೂಹ ಸಂಕಲ್ಪ ಮಾಡಬೇಕು. ನಮ್ಮ ಸಂವಿಧಾನ ಜಗತ್ತಿನ ಶ್ರೇಷ್ಠ ಸಂವಿಧಾನಗಳಲ್ಲಿ ಒಂದಾಗಿದೆ. ದೇಶದ ಪ್ರಜಾಪ್ರಭುತ್ವ ವ್ಯವಸ್ಥೆಯನ್ನು ಬಲಪಡಿಸುವ ಜವಾಬ್ದಾರಿ ಪ್ರತಿಯೊಬ್ಬರ ಮೇಲಿದೆ. ಶಿಕ್ಷಣ ಸಂಸ್ಥೆಗಳು ವಿದ್ಯಾರ್ಥಿಗಳಲ್ಲಿ ದೇಶಪ್ರೇಮ ಮೌಲ್ಯಗಳನ್ನು ಬೆಳೆಸಬೇಕು. ವೈದ್ಯಕೀಯ ಕ್ಷೇತ್ರದಲ್ಲಿ ಸಾಹೇ ವಿವಿ ಗುಣಮಟ್ಟದ ಶಿಕ್ಷಣ ನೀಡುತ್ತಿದ್ದು ರಾಷ್ಟ್ರಮಟ್ಟದಲ್ಲಿ ಗುರುತಿಸಿಕೊಂಡಿದೆ. ವಿದ್ಯಾರ್ಥಿಗಳು ಸಮಾಜದ ಸೇವೆಗೆ ತಮ್ಮನ್ನು ಅರ್ಪಿಸಿಕೊಳ್ಳಬೇಕು ಎಂದರು. ಕಾರ್ಯಕ್ರಮದಲ್ಲಿ ಕುಲಪತಿ ಕುಲಸಚಿವರು ಡೀನ್‌ಗಳು ಪ್ರಾಂಶುಪಾಲರು ಬೋಧಕ ಬೋಧಕೇತರ ಸಿಬ್ಬಂದಿ ಹಾಗೂ ವಿದ್ಯಾರ್ಥಿಗಳು ಭಾಗವಹಿಸಿದ್ದರು. ವಿದ್ಯಾರ್ಥಿಗಳಿಂದ ಆಕರ್ಷಕ ಸಾಂಸ್ಕೃತಿಕ ಕಾರ್ಯಕ್ರಮಗಳು ನಡೆದವು. ಸಾರ್ವಭೌಮತ್ವ ಸಮಾನತೆ ಭ್ರಾತೃತ್ವದ ತತ್ವಗಳನ್ನು ಪಾಲಿಸುವ ಮೂಲಕ ನಾವೆಲ್ಲರೂ ಸಂವಿಧಾನಕ್ಕೆ ಗೌರವ ಸಲ್ಲಿಸಬೇಕು. ದೇಶದ ಪ್ರಗತಿಯಲ್ಲಿ ಯುವಜನರ ಪಾತ್ರ ಮಹತ್ವದ್ದಾಗಿದೆ. ಪ್ರತಿಯೊಬ್ಬ ವಿದ್ಯಾರ್ಥಿ ಉತ್ತಮ ನಾಗರಿಕನಾಗಿ ದೇಶಸೇವೆಗೆ ಮುಂದಾಗಬೇಕು ಎಂದು ಕರೆ ನೀಡಿದರು. ಸಮಾರಂಭದಲ್ಲಿ ವಿವಿಯ ವಿವಿಧ ಅಧಿಕಾರಿಗಳು ಪಾಲ್ಗೊಂಡಿದ್ದರು. ಎನ್‌ಎಸ್‌ಎಸ್ ಸ್ವಯಂಸೇವಕರು ಪಥಸಂಚಲನ ನಡೆಸಿದರು. ಡಾ.ಅಂಬೇಡ್ಕರ್ ಅವರ ಚಿಂತನೆಗಳು ಇಂದಿಗೂ ಪ್ರಸ್ತುತ ಎಂದು ಅವರು ಸ್ಮರಿಸಿದರು.	[258, 1180, 420, 1386]
masthead-page-number: ಪುಟ: 4	[871, 34, 904, 48]
story6-photo	[366, 886, 670, 996]
story2-headline: 1750 ಅಡಿ ಉದ್ದದ ಬೃಹತ್ ತಿರಂಗಾ ಯಾತ್ರೆ	[596, 57, 894, 79]
story2-photo	[596, 112, 914, 262]
story3-headline-line1: ಸಂವಿಧಾನದ ಮೌಲ್ಯ ಕಾಪಾಡುವ	[30, 609, 166, 625]
